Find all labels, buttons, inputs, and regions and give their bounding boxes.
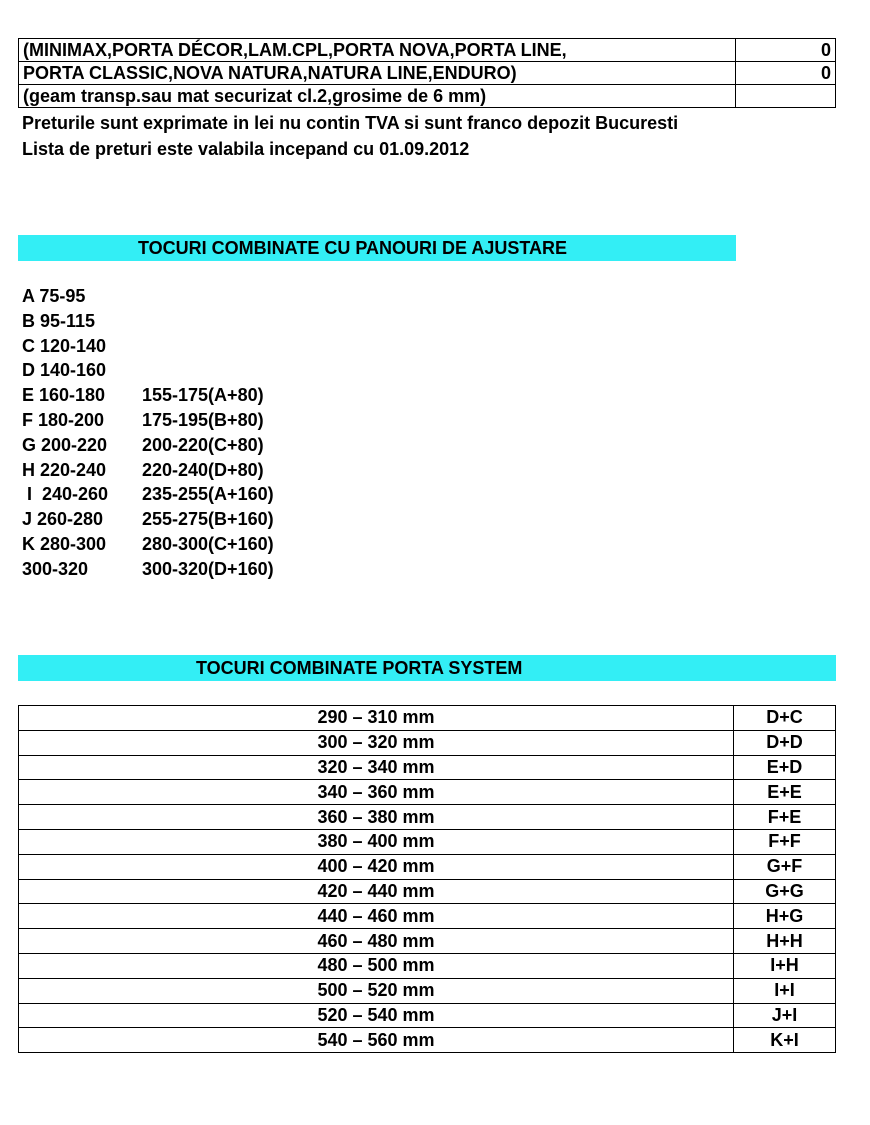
adjust-range: J 260-280 xyxy=(22,509,104,530)
header-row-value xyxy=(736,85,836,108)
frame-combo-cell: H+G xyxy=(734,904,836,929)
validity-note: Lista de preturi este valabila incepand cu 01.09.2012 xyxy=(22,139,470,159)
table-row xyxy=(19,730,836,755)
frame-range-cell: 460 – 480 mm xyxy=(19,929,734,954)
header-row xyxy=(19,62,836,85)
table-row xyxy=(19,854,836,879)
frame-combo-cell: G+G xyxy=(734,879,836,904)
adjust-combo: 255-275(B+160) xyxy=(142,509,274,530)
adjust-range: F 180-200 xyxy=(22,409,105,430)
adjust-range: I 240-260 xyxy=(22,484,109,505)
adjust-range: C 120-140 xyxy=(22,335,107,356)
frame-combo-cell: I+I xyxy=(734,978,836,1003)
table-row xyxy=(19,904,836,929)
header-row-value: 0 xyxy=(736,62,836,85)
table-row xyxy=(19,755,836,780)
frame-combo-cell: I+H xyxy=(734,953,836,978)
table-row xyxy=(19,805,836,830)
table-row xyxy=(19,929,836,954)
header-row-text: (geam transp.sau mat securizat cl.2,grosime de 6 mm) xyxy=(19,85,736,108)
frame-combo-cell: J+I xyxy=(734,1003,836,1028)
frame-range-cell: 340 – 360 mm xyxy=(19,780,734,805)
adjust-combo: 155-175(A+80) xyxy=(142,385,264,406)
frame-combo-cell: D+C xyxy=(734,706,836,731)
price-note: Preturile sunt exprimate in lei nu contin TVA si sunt franco depozit Bucuresti xyxy=(22,113,679,133)
frame-range-cell: 360 – 380 mm xyxy=(19,805,734,830)
adjust-range: D 140-160 xyxy=(22,360,107,381)
adjust-combo: 280-300(C+160) xyxy=(142,533,274,554)
adjust-range: A 75-95 xyxy=(22,286,86,306)
table-row xyxy=(19,829,836,854)
frame-range-cell: 540 – 560 mm xyxy=(19,1028,734,1053)
frame-combo-cell: E+D xyxy=(734,755,836,780)
header-row xyxy=(19,85,836,108)
adjust-section-banner xyxy=(18,235,736,261)
header-row-text: PORTA CLASSIC,NOVA NATURA,NATURA LINE,ENDURO) xyxy=(19,62,736,85)
frame-range-cell: 500 – 520 mm xyxy=(19,978,734,1003)
porta-system-table xyxy=(18,705,836,1053)
adjust-combo: 235-255(A+160) xyxy=(142,484,274,505)
frame-combo-cell: K+I xyxy=(734,1028,836,1053)
adjust-combo: 300-320(D+160) xyxy=(142,558,274,579)
table-row xyxy=(19,879,836,904)
frame-range-cell: 300 – 320 mm xyxy=(19,730,734,755)
adjust-range: E 160-180 xyxy=(22,385,106,406)
porta-system-banner xyxy=(18,655,836,681)
frame-range-cell: 290 – 310 mm xyxy=(19,706,734,731)
adjust-range: 300-320 xyxy=(22,558,89,579)
frame-range-cell: 400 – 420 mm xyxy=(19,854,734,879)
table-row xyxy=(19,978,836,1003)
frame-combo-cell: E+E xyxy=(734,780,836,805)
table-row xyxy=(19,953,836,978)
frame-range-cell: 420 – 440 mm xyxy=(19,879,734,904)
adjust-combo: 220-240(D+80) xyxy=(142,459,264,480)
table-row xyxy=(19,1028,836,1053)
header-row-value: 0 xyxy=(736,39,836,62)
frame-range-cell: 380 – 400 mm xyxy=(19,829,734,854)
frame-range-cell: 480 – 500 mm xyxy=(19,953,734,978)
header-table xyxy=(18,38,836,108)
table-row xyxy=(19,780,836,805)
adjust-range: G 200-220 xyxy=(22,434,108,455)
adjust-combo: 175-195(B+80) xyxy=(142,409,264,430)
frame-combo-cell: H+H xyxy=(734,929,836,954)
frame-range-cell: 520 – 540 mm xyxy=(19,1003,734,1028)
header-row-text: (MINIMAX,PORTA DÉCOR,LAM.CPL,PORTA NOVA,PORTA LINE, xyxy=(19,39,736,62)
adjust-range: B 95-115 xyxy=(22,310,96,331)
frame-combo-cell: F+F xyxy=(734,829,836,854)
frame-combo-cell: F+E xyxy=(734,805,836,830)
adjust-range: K 280-300 xyxy=(22,533,107,554)
header-row xyxy=(19,39,836,62)
frame-range-cell: 320 – 340 mm xyxy=(19,755,734,780)
adjust-section-title: TOCURI COMBINATE CU PANOURI DE AJUSTARE xyxy=(138,238,568,258)
frame-combo-cell: D+D xyxy=(734,730,836,755)
table-row xyxy=(19,1003,836,1028)
adjust-combo: 200-220(C+80) xyxy=(142,434,264,455)
frame-range-cell: 440 – 460 mm xyxy=(19,904,734,929)
adjust-range: H 220-240 xyxy=(22,459,107,480)
frame-combo-cell: G+F xyxy=(734,854,836,879)
table-row xyxy=(19,706,836,731)
porta-system-title: TOCURI COMBINATE PORTA SYSTEM xyxy=(196,658,523,678)
